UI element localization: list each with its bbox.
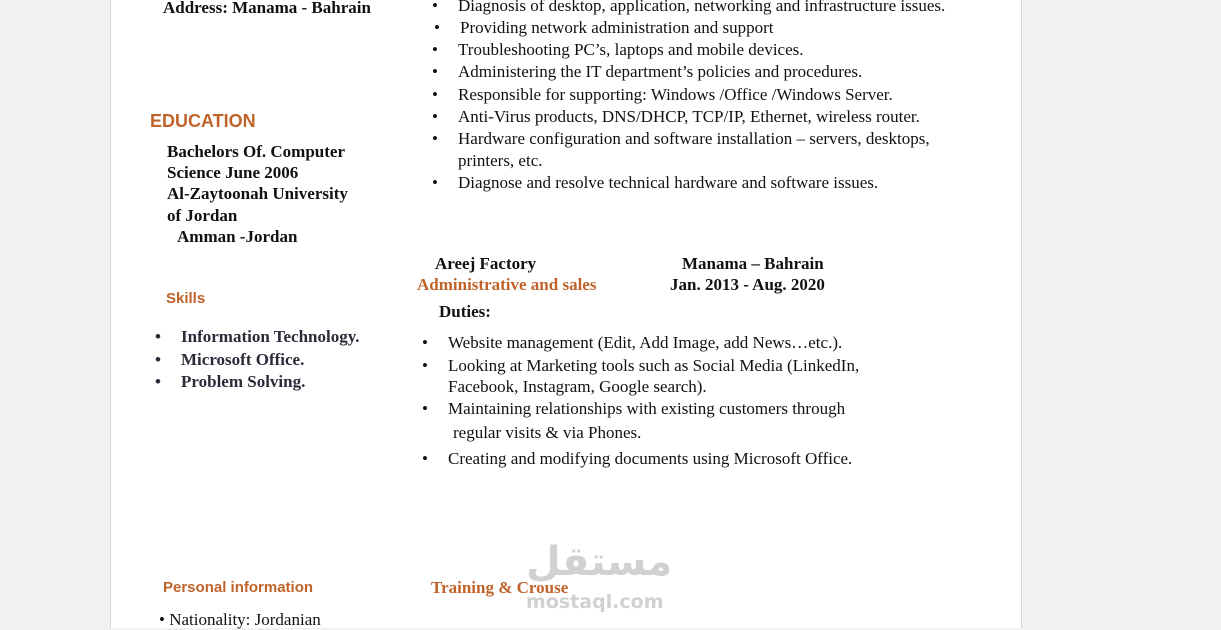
- duty-item: • Maintaining relationships with existing customers through: [448, 399, 845, 419]
- education-line: of Jordan: [167, 206, 238, 225]
- resume-page: [110, 0, 1022, 628]
- duty-item: • Creating and modifying documents using Microsoft Office.: [448, 449, 852, 469]
- duty-item: • Diagnosis of desktop, application, networking and infrastructure issues.: [458, 0, 945, 16]
- education-line: Amman -Jordan: [177, 227, 298, 246]
- watermark-logo-arabic: مستقل: [526, 539, 673, 585]
- job-dates: Jan. 2013 - Aug. 2020: [670, 275, 825, 294]
- education-line: Science June 2006: [167, 163, 299, 182]
- nationality-line: [159, 610, 321, 630]
- education-heading: EDUCATION: [150, 111, 256, 131]
- skill-item: • Microsoft Office.: [181, 350, 304, 370]
- skill-item: • Information Technology.: [181, 327, 360, 347]
- duty-item-continuation: Facebook, Instagram, Google search).: [448, 377, 707, 396]
- duty-item: • Responsible for supporting: Windows /Office /Windows Server.: [458, 85, 893, 105]
- skill-item: • Problem Solving.: [181, 372, 305, 392]
- duty-item: • Troubleshooting PC’s, laptops and mobile devices.: [458, 40, 804, 60]
- address-line: Address: Manama - Bahrain: [163, 0, 371, 17]
- duty-item: • Hardware configuration and software installation – servers, desktops,: [458, 129, 930, 149]
- duty-item: • Looking at Marketing tools such as Social Media (LinkedIn,: [448, 356, 859, 376]
- skills-heading: Skills: [166, 290, 206, 307]
- nationality-text: Nationality: Jordanian: [169, 610, 321, 629]
- job-location: Manama – Bahrain: [682, 254, 824, 273]
- duty-item: • Website management (Edit, Add Image, add News…etc.).: [448, 333, 842, 353]
- training-heading: Training & Crouse: [431, 578, 569, 597]
- job-title: Administrative and sales: [417, 275, 597, 294]
- education-line: Al-Zaytoonah University: [167, 184, 348, 203]
- duty-item: • Providing network administration and support: [460, 18, 774, 38]
- company-name: Areej Factory: [435, 254, 537, 273]
- duty-item: • Administering the IT department’s policies and procedures.: [458, 62, 862, 82]
- duty-item: • Diagnose and resolve technical hardware and software issues.: [458, 173, 878, 193]
- duty-item-continuation: printers, etc.: [458, 151, 543, 170]
- education-line: Bachelors Of. Computer: [167, 142, 346, 161]
- duty-item-continuation: regular visits & via Phones.: [453, 423, 642, 442]
- duties-label: Duties:: [439, 302, 491, 321]
- bullet-icon: •: [159, 610, 165, 629]
- duty-item: • Anti-Virus products, DNS/DHCP, TCP/IP, Ethernet, wireless router.: [458, 107, 920, 127]
- watermark-logo-latin: mostaql.com: [526, 591, 664, 613]
- personal-info-heading: Personal information: [163, 579, 314, 596]
